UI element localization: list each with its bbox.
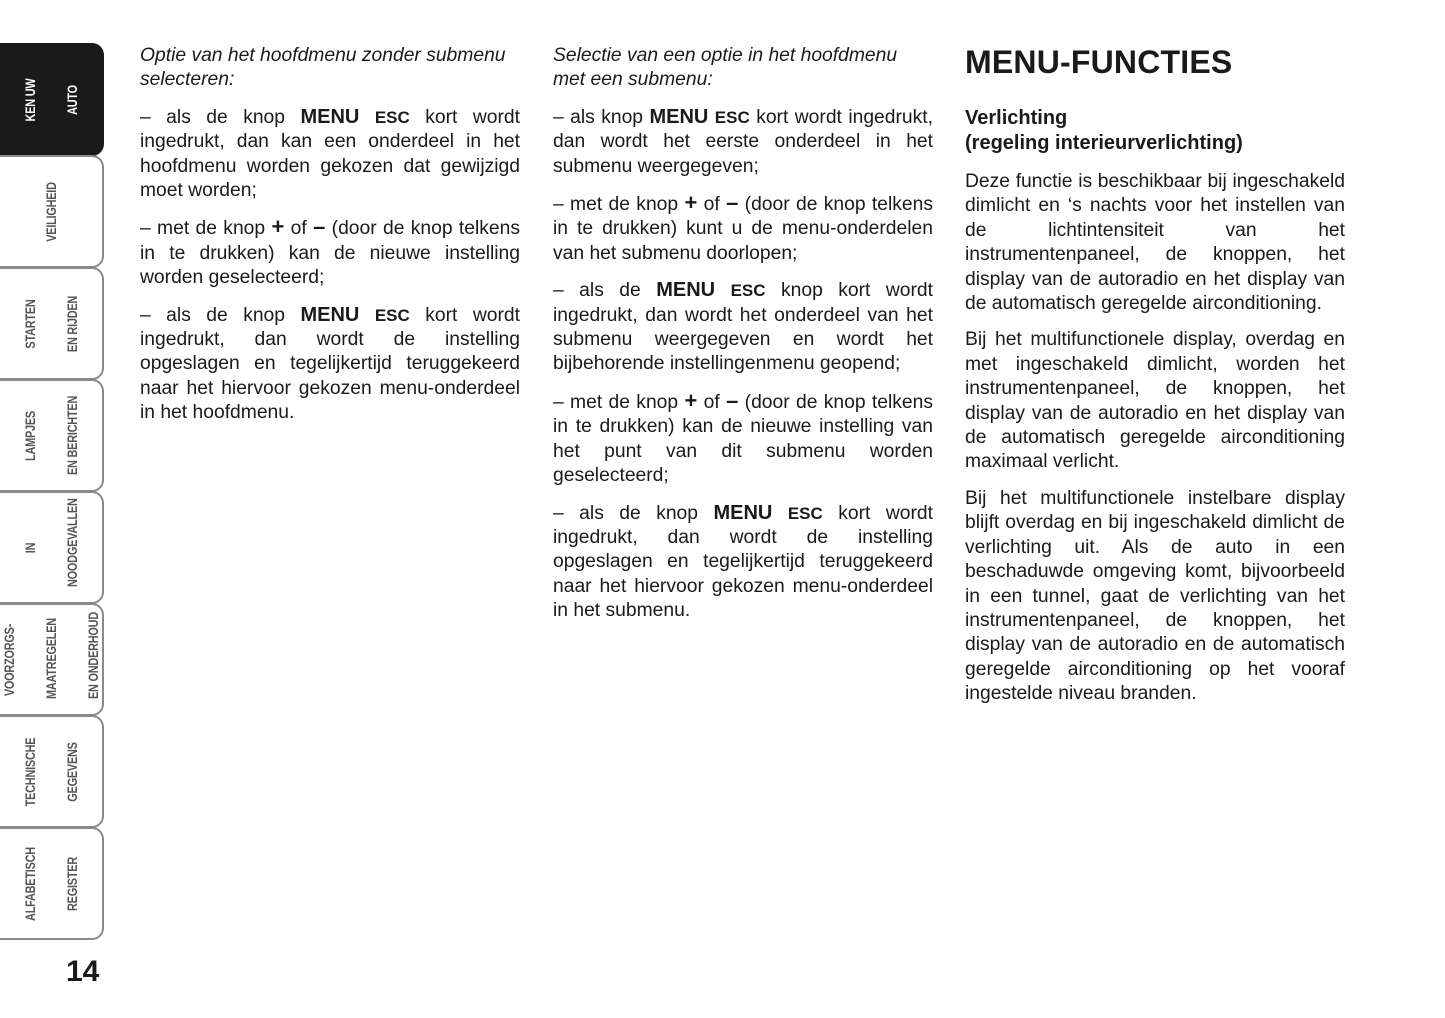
tab-label: LAMPJES EN BERICHTEN — [22, 395, 80, 475]
instruction-paragraph: – als de knop MENU ESC kort wordt ingedrukt, dan kan een onderdeel in het hoofdmenu worden gekozen dat gewijzigd moet worden; — [140, 105, 521, 202]
tab-technische-gegevens[interactable] — [0, 715, 104, 828]
body-paragraph: Bij het multifunctionele instelbare display blijft overdag en bij ingeschakeld dimlicht de verlichting uit. Als de auto in een beschaduwde omgeving komt, bijvoorbeeld in een tunnel, gaat de verlichting van het instrumentenpaneel, de knoppen, het display van de autoradio en de automatisch geregelde airconditioning op het vooraf ingestelde niveau branden. — [965, 487, 1345, 705]
body-paragraph: Bij het multifunctionele display, overdag en met ingeschakeld dimlicht, worden het instrumentenpaneel, de knoppen, het display van de autoradio en het display van de automatisch geregelde airconditioning maximaal verlicht. — [965, 329, 1345, 473]
section-title: MENU-FUNCTIES — [965, 44, 1233, 80]
column-intro: Selectie van een optie in het hoofdmenu met een submenu: — [553, 45, 898, 91]
menu-key-label: MENU — [649, 105, 709, 128]
esc-key-label: ESC — [787, 503, 823, 523]
menu-key-label: MENU — [713, 501, 773, 524]
menu-key-label: MENU — [656, 279, 716, 302]
column-intro: Optie van het hoofdmenu zonder submenu selecteren: — [140, 45, 506, 91]
tab-veiligheid[interactable] — [0, 155, 104, 268]
column-hoofdmenu-met-submenu — [553, 44, 933, 636]
menu-key-label: MENU — [300, 105, 360, 128]
instruction-paragraph: – als de MENU ESC knop kort wordt ingedrukt, dan wordt het onderdeel van het submenu weergegeven en wordt het bijbehorende instellingenmenu geopend; — [553, 279, 934, 375]
instruction-paragraph: – met de knop + of – (door de knop telkens in te drukken) kan de nieuwe instelling worden geselecteerd; — [140, 214, 520, 289]
tab-lampjes-en-berichten[interactable] — [0, 379, 104, 492]
column-menu-functies — [965, 44, 1345, 719]
instruction-paragraph: – als knop MENU ESC kort wordt ingedrukt, dan wordt het eerste onderdeel in het submenu weergegeven; — [553, 105, 934, 177]
plus-key-symbol: + — [684, 190, 698, 216]
plus-key-symbol: + — [271, 214, 285, 240]
tab-alfabetisch-register[interactable] — [0, 827, 104, 940]
tab-label: TECHNISCHE GEGEVENS — [22, 737, 80, 806]
tab-ken-uw-auto[interactable] — [0, 43, 104, 156]
esc-key-label: ESC — [730, 281, 766, 301]
instruction-paragraph: – met de knop + of – (door de knop telkens in te drukken) kan de nieuwe instelling van het punt van dit submenu worden geselecteerd; — [553, 387, 933, 487]
tab-label: IN NOODGEVALLEN — [22, 497, 80, 587]
tab-label: STARTEN EN RIJDEN — [22, 295, 80, 352]
instruction-paragraph: – als de knop MENU ESC kort wordt ingedrukt, dan wordt de instelling opgeslagen en tegelijkertijd teruggekeerd naar het hiervoor gekozen menu-onderdeel in het submenu. — [553, 501, 934, 622]
minus-key-symbol: – — [313, 214, 326, 240]
minus-key-symbol: – — [726, 190, 739, 216]
esc-key-label: ESC — [374, 107, 410, 127]
esc-key-label: ESC — [714, 107, 750, 127]
tab-label: VEILIGHEID — [43, 181, 59, 242]
tab-label: KEN UW AUTO — [22, 78, 80, 121]
minus-key-symbol: – — [726, 387, 739, 413]
column-hoofdmenu-zonder-submenu — [140, 44, 520, 438]
tab-in-noodgevallen[interactable] — [0, 491, 104, 604]
menu-key-label: MENU — [300, 303, 360, 326]
chapter-tabs — [0, 43, 104, 940]
plus-key-symbol: + — [684, 387, 698, 413]
esc-key-label: ESC — [374, 305, 410, 325]
tab-starten-en-rijden[interactable] — [0, 267, 104, 380]
page-number: 14 — [66, 955, 100, 988]
instruction-paragraph: – als de knop MENU ESC kort wordt ingedrukt, dan wordt de instelling opgeslagen en tegelijkertijd teruggekeerd naar het hiervoor gekozen menu-onderdeel in het hoofdmenu. — [140, 303, 521, 424]
instruction-paragraph: – met de knop + of – (door de knop telkens in te drukken) kunt u de menu-onderdelen van het submenu doorlopen; — [553, 190, 933, 264]
subheading: Verlichting (regeling interieurverlichting) — [965, 107, 1243, 154]
tab-label: ALFABETISCH REGISTER — [22, 846, 80, 921]
tab-voorzorgsmaatregelen-en-onderhoud[interactable] — [0, 603, 104, 716]
body-paragraph: Deze functie is beschikbaar bij ingeschakeld dimlicht en ‘s nachts voor het instellen van de lichtintensiteit van het instrumentenpaneel, de knoppen, het display van de autoradio en het display van de automatisch geregelde airconditioning. — [965, 171, 1345, 315]
tab-label: VOORZORGS- MAATREGELEN EN ONDERHOUD — [1, 611, 101, 699]
